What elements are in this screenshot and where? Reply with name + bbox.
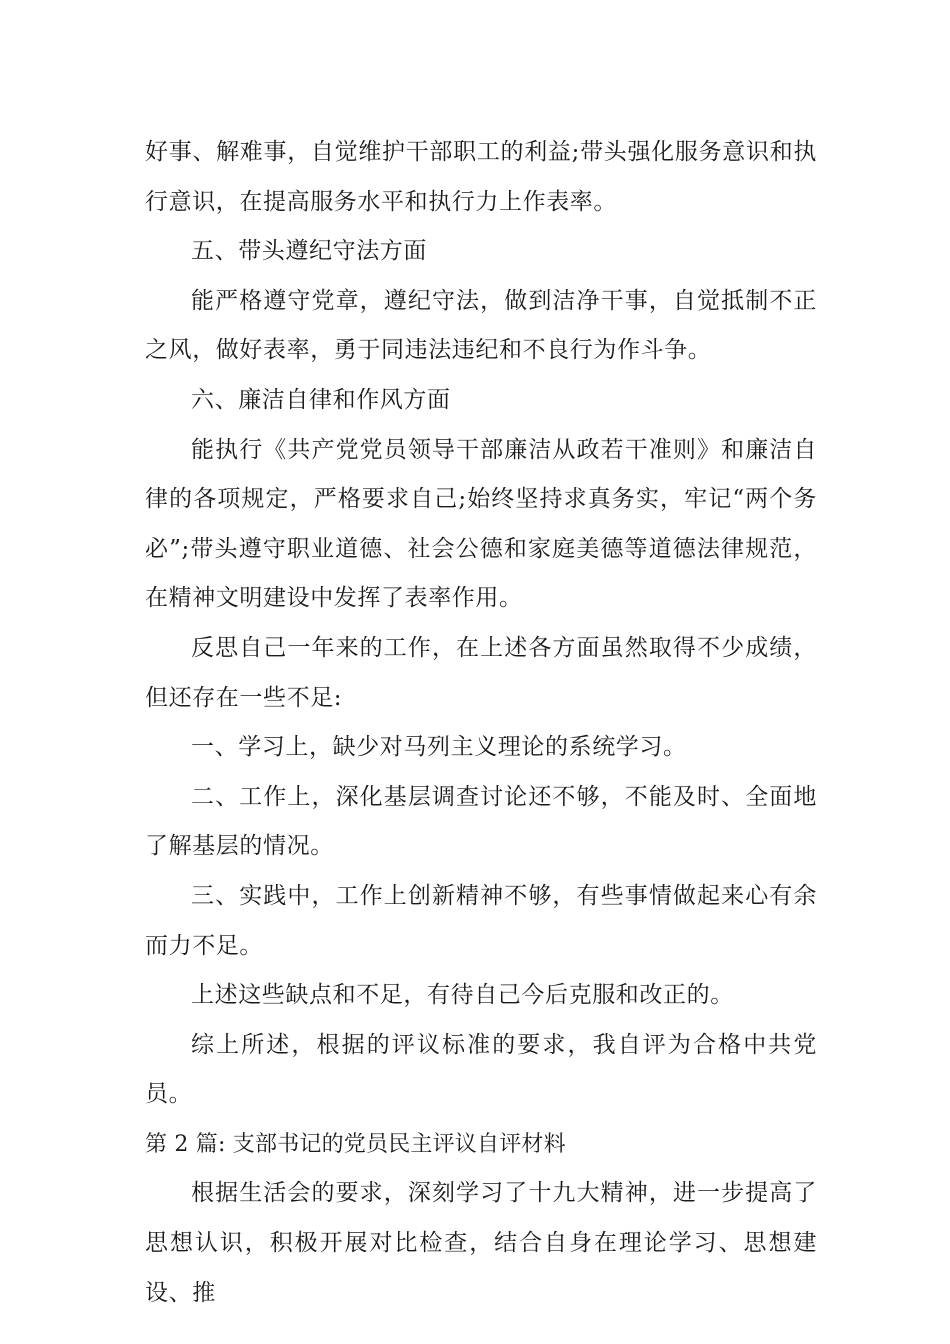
paragraph-reflection: 反思自己一年来的工作，在上述各方面虽然取得不少成绩，但还存在一些不足:: [145, 634, 817, 711]
paragraph-law-abiding: 能严格遵守党章，遵纪守法，做到洁净干事，自觉抵制不正之风，做好表率，勇于同违法违纪和不良行为作斗争。: [145, 287, 817, 364]
paragraph-integrity: 能执行《共产党党员领导干部廉洁从政若干准则》和廉洁自律的各项规定，严格要求自己;始终坚持求真务实，牢记“两个务必”;带头遵守职业道德、社会公德和家庭美德等道德法律规范，在精神文明建设中发挥了表率作用。: [145, 436, 817, 612]
section-heading-integrity: 六、廉洁自律和作风方面: [191, 386, 451, 413]
list-item-practice: 三、实践中，工作上创新精神不够，有些事情做起来心有余而力不足。: [145, 882, 817, 959]
paragraph-article-2-intro: 根据生活会的要求，深刻学习了十九大精神，进一步提高了思想认识，积极开展对比检查，结合自身在理论学习、思想建设、推: [145, 1180, 817, 1306]
paragraph-shortcomings: 上述这些缺点和不足，有待自己今后克服和改正的。: [191, 982, 734, 1009]
article-2-title: 第 2 篇: 支部书记的党员民主评议自评材料: [145, 1131, 566, 1157]
list-item-study: 一、学习上，缺少对马列主义理论的系统学习。: [191, 734, 687, 761]
paragraph-service-awareness: 好事、解难事，自觉维护干部职工的利益;带头强化服务意识和执行意识，在提高服务水平和执行力上作表率。: [145, 139, 817, 215]
document-body: [145, 128, 817, 1318]
section-heading-law-abiding: 五、带头遵纪守法方面: [191, 238, 427, 265]
paragraph-conclusion: 综上所述，根据的评议标准的要求，我自评为合格中共党员。: [145, 1031, 817, 1108]
list-item-work: 二、工作上，深化基层调查讨论还不够，不能及时、全面地了解基层的情况。: [145, 783, 817, 860]
